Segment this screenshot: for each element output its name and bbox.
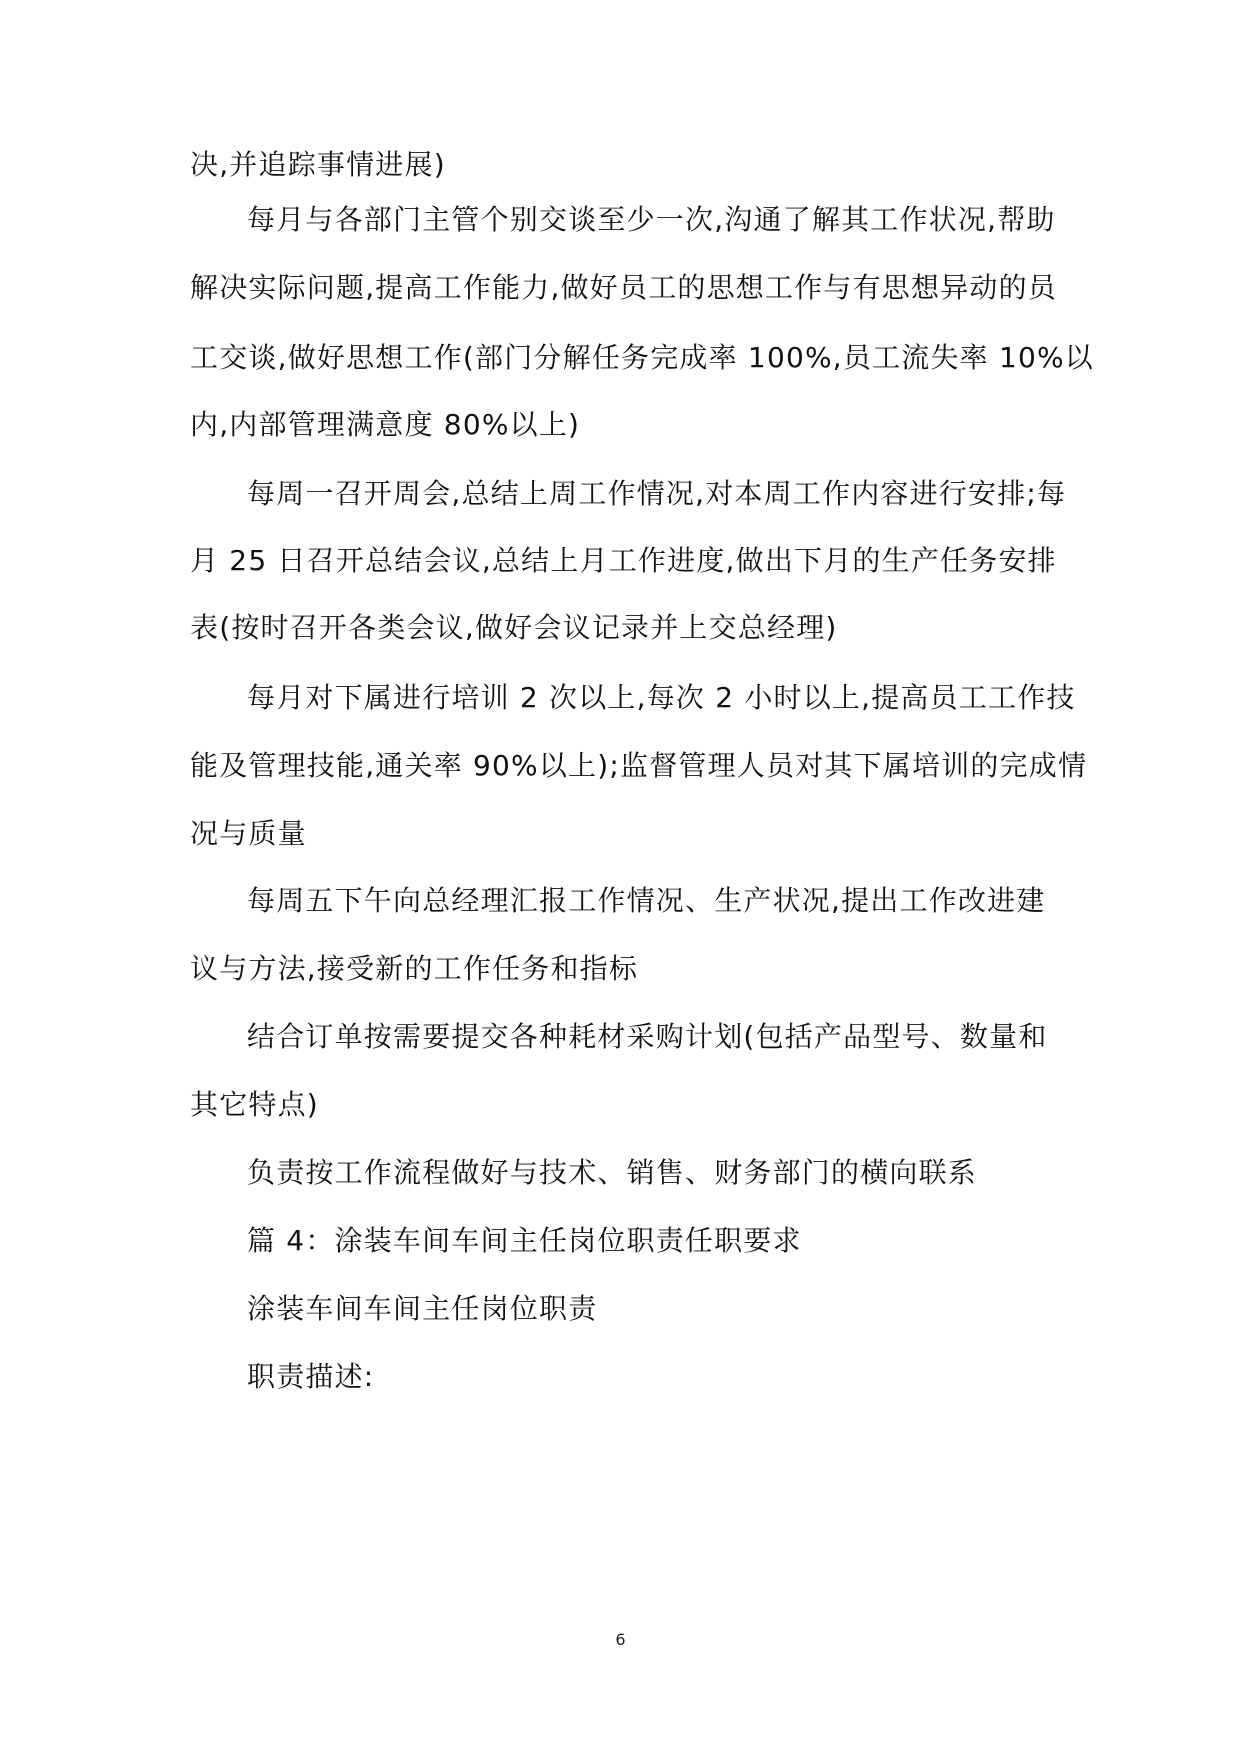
paragraph-first-line: 每周五下午向总经理汇报工作情况、生产状况,提出工作改进建 — [247, 884, 1046, 917]
section-label: 职责描述: — [247, 1360, 375, 1393]
paragraph-first-line: 每周一召开周会,总结上周工作情况,对本周工作内容进行安排;每 — [247, 477, 1067, 510]
text-line: 工交谈,做好思想工作(部门分解任务完成率 100%,员工流失率 10%以 — [190, 341, 1095, 374]
text-line: 其它特点) — [190, 1088, 319, 1121]
text-line: 月 25 日召开总结会议,总结上月工作进度,做出下月的生产任务安排 — [190, 544, 1057, 577]
text-line: 内,内部管理满意度 80%以上) — [190, 408, 581, 441]
text-line: 况与质量 — [190, 817, 307, 850]
section-heading: 篇 4：涂装车间车间主任岗位职责任职要求 — [247, 1224, 802, 1257]
paragraph-first-line: 每月与各部门主管个别交谈至少一次,沟通了解其工作状况,帮助 — [247, 203, 1056, 236]
paragraph-first-line: 负责按工作流程做好与技术、销售、财务部门的横向联系 — [247, 1156, 978, 1189]
paragraph-first-line: 每月对下属进行培训 2 次以上,每次 2 小时以上,提高员工工作技 — [247, 681, 1076, 714]
text-line: 解决实际问题,提高工作能力,做好员工的思想工作与有思想异动的员 — [190, 271, 1058, 304]
text-line: 表(按时召开各类会议,做好会议记录并上交总经理) — [190, 611, 838, 644]
paragraph-first-line: 结合订单按需要提交各种耗材采购计划(包括产品型号、数量和 — [247, 1020, 1048, 1053]
text-line: 议与方法,接受新的工作任务和指标 — [190, 952, 639, 985]
section-subheading: 涂装车间车间主任岗位职责 — [247, 1292, 598, 1325]
text-line: 决,并追踪事情进展) — [190, 148, 446, 181]
text-line: 能及管理技能,通关率 90%以上);监督管理人员对其下属培训的完成情 — [190, 749, 1088, 782]
page-number: 6 — [615, 1630, 626, 1649]
